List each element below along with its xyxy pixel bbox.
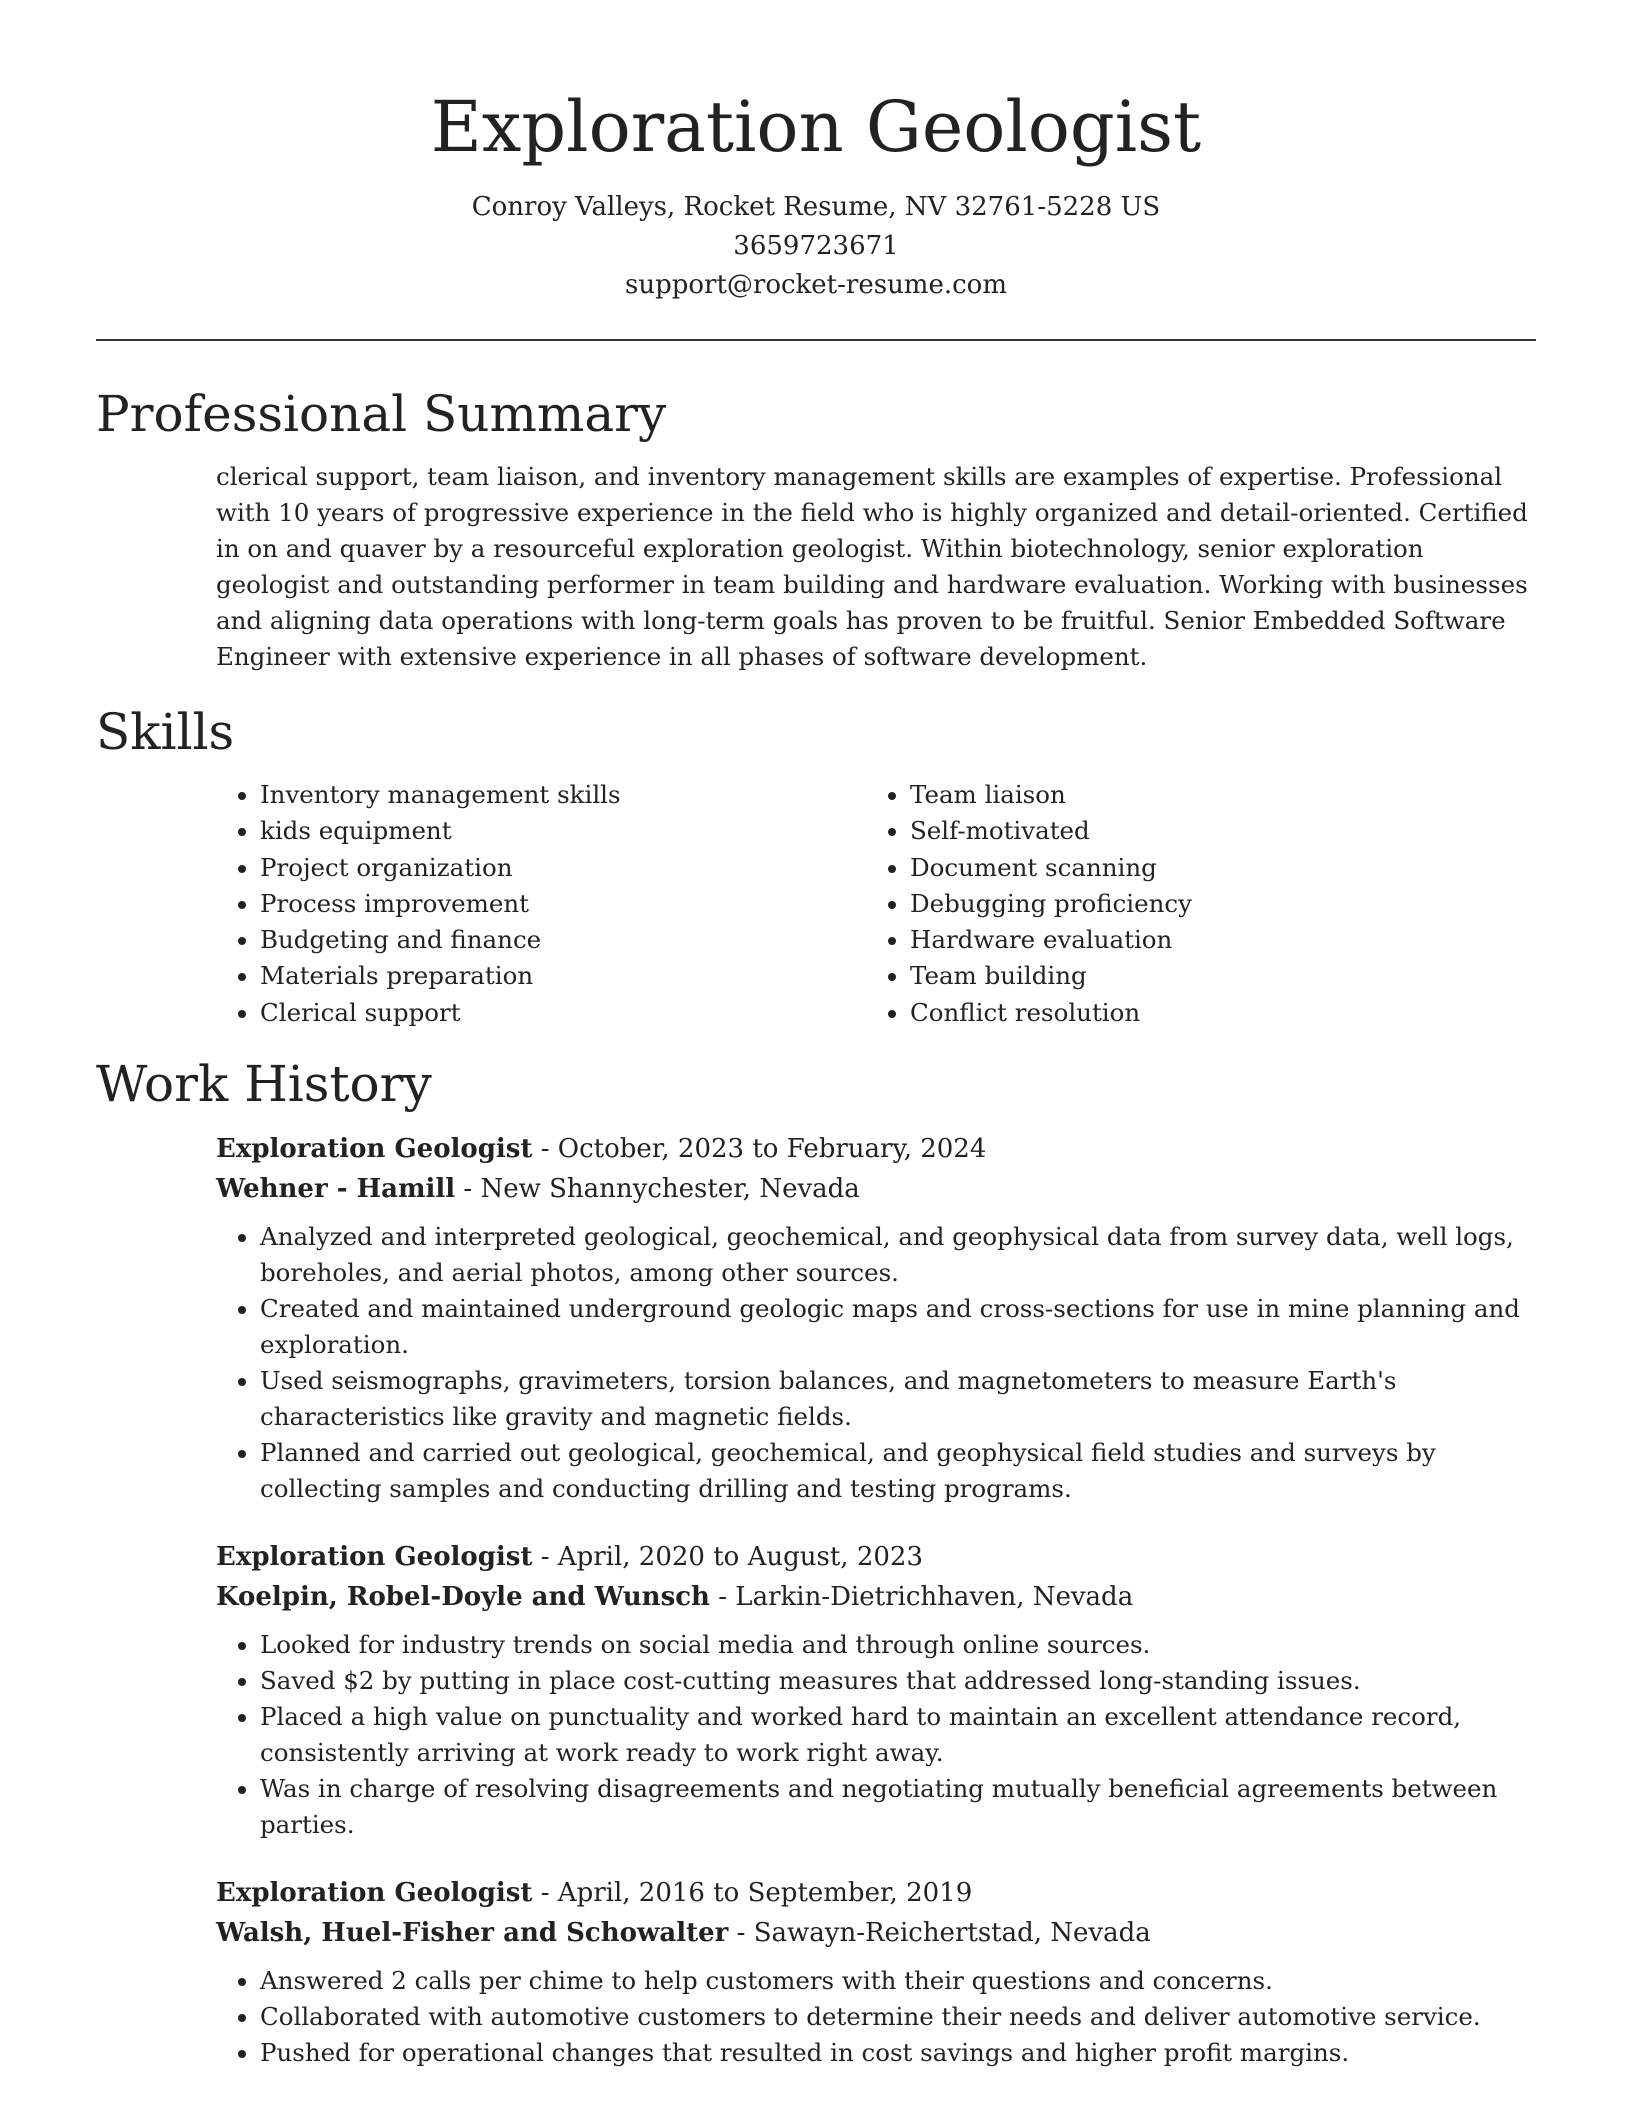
job-company-line bbox=[216, 1577, 1536, 1617]
skill-item: • Inventory management skills bbox=[260, 777, 866, 813]
job-location: New Shannychester, Nevada bbox=[480, 1174, 860, 1205]
header-divider bbox=[96, 339, 1536, 341]
job-bullet: • Answered 2 calls per chime to help customers with their questions and concerns. bbox=[260, 1963, 1536, 1999]
job-title-line bbox=[216, 1537, 1536, 1577]
candidate-name: Exploration Geologist bbox=[430, 86, 1202, 168]
job-position: Exploration Geologist bbox=[216, 1542, 533, 1573]
skills-section bbox=[96, 699, 1536, 1031]
job-bullet: • Looked for industry trends on social media and through online sources. bbox=[260, 1627, 1536, 1663]
job-location: Larkin-Dietrichhaven, Nevada bbox=[735, 1582, 1134, 1613]
summary-text: clerical support, team liaison, and inventory management skills are examples of expertise. Professional with 10 years of progressive experience in the field who is highly organized and detail-oriented. Certified in on and quaver by a resourceful exploration geologist. Within biotechnology, senior exploration geologist and outstanding performer in team building and hardware evaluation. Working with businesses and aligning data operations with long-term goals has proven to be fruitful. Senior Embedded Software Engineer with extensive experience in all phases of software development. bbox=[216, 462, 1528, 671]
work-history-section bbox=[96, 1051, 1536, 2071]
skill-item: • Debugging proficiency bbox=[910, 886, 1516, 922]
job-dates: April, 2016 to September, 2019 bbox=[557, 1878, 973, 1909]
job-dates: October, 2023 to February, 2024 bbox=[557, 1134, 987, 1165]
job-position: Exploration Geologist bbox=[216, 1878, 533, 1909]
job-company: Wehner - Hamill bbox=[216, 1174, 456, 1205]
skill-item: • Budgeting and finance bbox=[260, 922, 866, 958]
skill-item: • Clerical support bbox=[260, 995, 866, 1031]
address: Conroy Valleys, Rocket Resume, NV 32761-5228 US bbox=[471, 192, 1161, 222]
job-company-line bbox=[216, 1169, 1536, 1209]
skill-item: • Materials preparation bbox=[260, 958, 866, 994]
phone: 3659723671 bbox=[733, 231, 899, 261]
skill-item: • Self-motivated bbox=[910, 813, 1516, 849]
skill-item: • Hardware evaluation bbox=[910, 922, 1516, 958]
summary-body bbox=[216, 459, 1536, 675]
separator: - bbox=[532, 1542, 558, 1573]
skills-right-column bbox=[866, 777, 1516, 1031]
job-company: Walsh, Huel-Fisher and Schowalter bbox=[216, 1918, 729, 1949]
resume-header bbox=[96, 0, 1536, 305]
job-entry bbox=[216, 1873, 1536, 2071]
separator: - bbox=[728, 1918, 754, 1949]
skill-item: • Team building bbox=[910, 958, 1516, 994]
skill-item: • Team liaison bbox=[910, 777, 1516, 813]
work-history-heading: Work History bbox=[96, 1055, 432, 1114]
separator: - bbox=[532, 1878, 558, 1909]
skills-heading: Skills bbox=[96, 703, 235, 761]
job-bullet: • Pushed for operational changes that resulted in cost savings and higher profit margins. bbox=[260, 2035, 1536, 2071]
job-dates: April, 2020 to August, 2023 bbox=[557, 1542, 924, 1573]
separator: - bbox=[709, 1582, 736, 1613]
job-bullet: • Was in charge of resolving disagreements and negotiating mutually beneficial agreements between parties. bbox=[260, 1771, 1536, 1843]
job-bullet: • Planned and carried out geological, geochemical, and geophysical field studies and surveys by collecting samples and conducting drilling and testing programs. bbox=[260, 1435, 1536, 1507]
skills-columns bbox=[216, 777, 1536, 1031]
skill-item: • Document scanning bbox=[910, 850, 1516, 886]
job-entry bbox=[216, 1129, 1536, 1507]
summary-section bbox=[96, 381, 1536, 675]
skill-item: • Process improvement bbox=[260, 886, 866, 922]
job-bullet: • Created and maintained underground geologic maps and cross-sections for use in mine planning and exploration. bbox=[260, 1291, 1536, 1363]
job-title-line bbox=[216, 1873, 1536, 1913]
job-bullet: • Collaborated with automotive customers to determine their needs and deliver automotive service. bbox=[260, 1999, 1536, 2035]
job-entry bbox=[216, 1537, 1536, 1843]
job-company-line bbox=[216, 1913, 1536, 1953]
summary-heading: Professional Summary bbox=[96, 385, 667, 443]
job-bullet-list bbox=[216, 1963, 1536, 2071]
skill-item: • Conflict resolution bbox=[910, 995, 1516, 1031]
email: support@rocket-resume.com bbox=[624, 270, 1007, 300]
separator: - bbox=[455, 1174, 481, 1205]
job-company: Koelpin, Robel-Doyle and Wunsch bbox=[216, 1582, 710, 1613]
job-bullet: • Saved $2 by putting in place cost-cutting measures that addressed long-standing issues. bbox=[260, 1663, 1536, 1699]
job-bullet: • Analyzed and interpreted geological, geochemical, and geophysical data from survey data, well logs, boreholes, and aerial photos, among other sources. bbox=[260, 1219, 1536, 1291]
job-bullet-list bbox=[216, 1219, 1536, 1507]
job-title-line bbox=[216, 1129, 1536, 1169]
separator: - bbox=[532, 1134, 558, 1165]
skill-item: • Project organization bbox=[260, 850, 866, 886]
job-position: Exploration Geologist bbox=[216, 1134, 533, 1165]
work-history-body bbox=[216, 1129, 1536, 2071]
job-bullet: • Placed a high value on punctuality and worked hard to maintain an excellent attendance record, consistently arriving at work ready to work right away. bbox=[260, 1699, 1536, 1771]
job-bullet-list bbox=[216, 1627, 1536, 1843]
job-bullet: • Used seismographs, gravimeters, torsion balances, and magnetometers to measure Earth's characteristics like gravity and magnetic fields. bbox=[260, 1363, 1536, 1435]
job-location: Sawayn-Reichertstad, Nevada bbox=[753, 1918, 1151, 1949]
skills-left-column bbox=[216, 777, 866, 1031]
skill-item: • kids equipment bbox=[260, 813, 866, 849]
